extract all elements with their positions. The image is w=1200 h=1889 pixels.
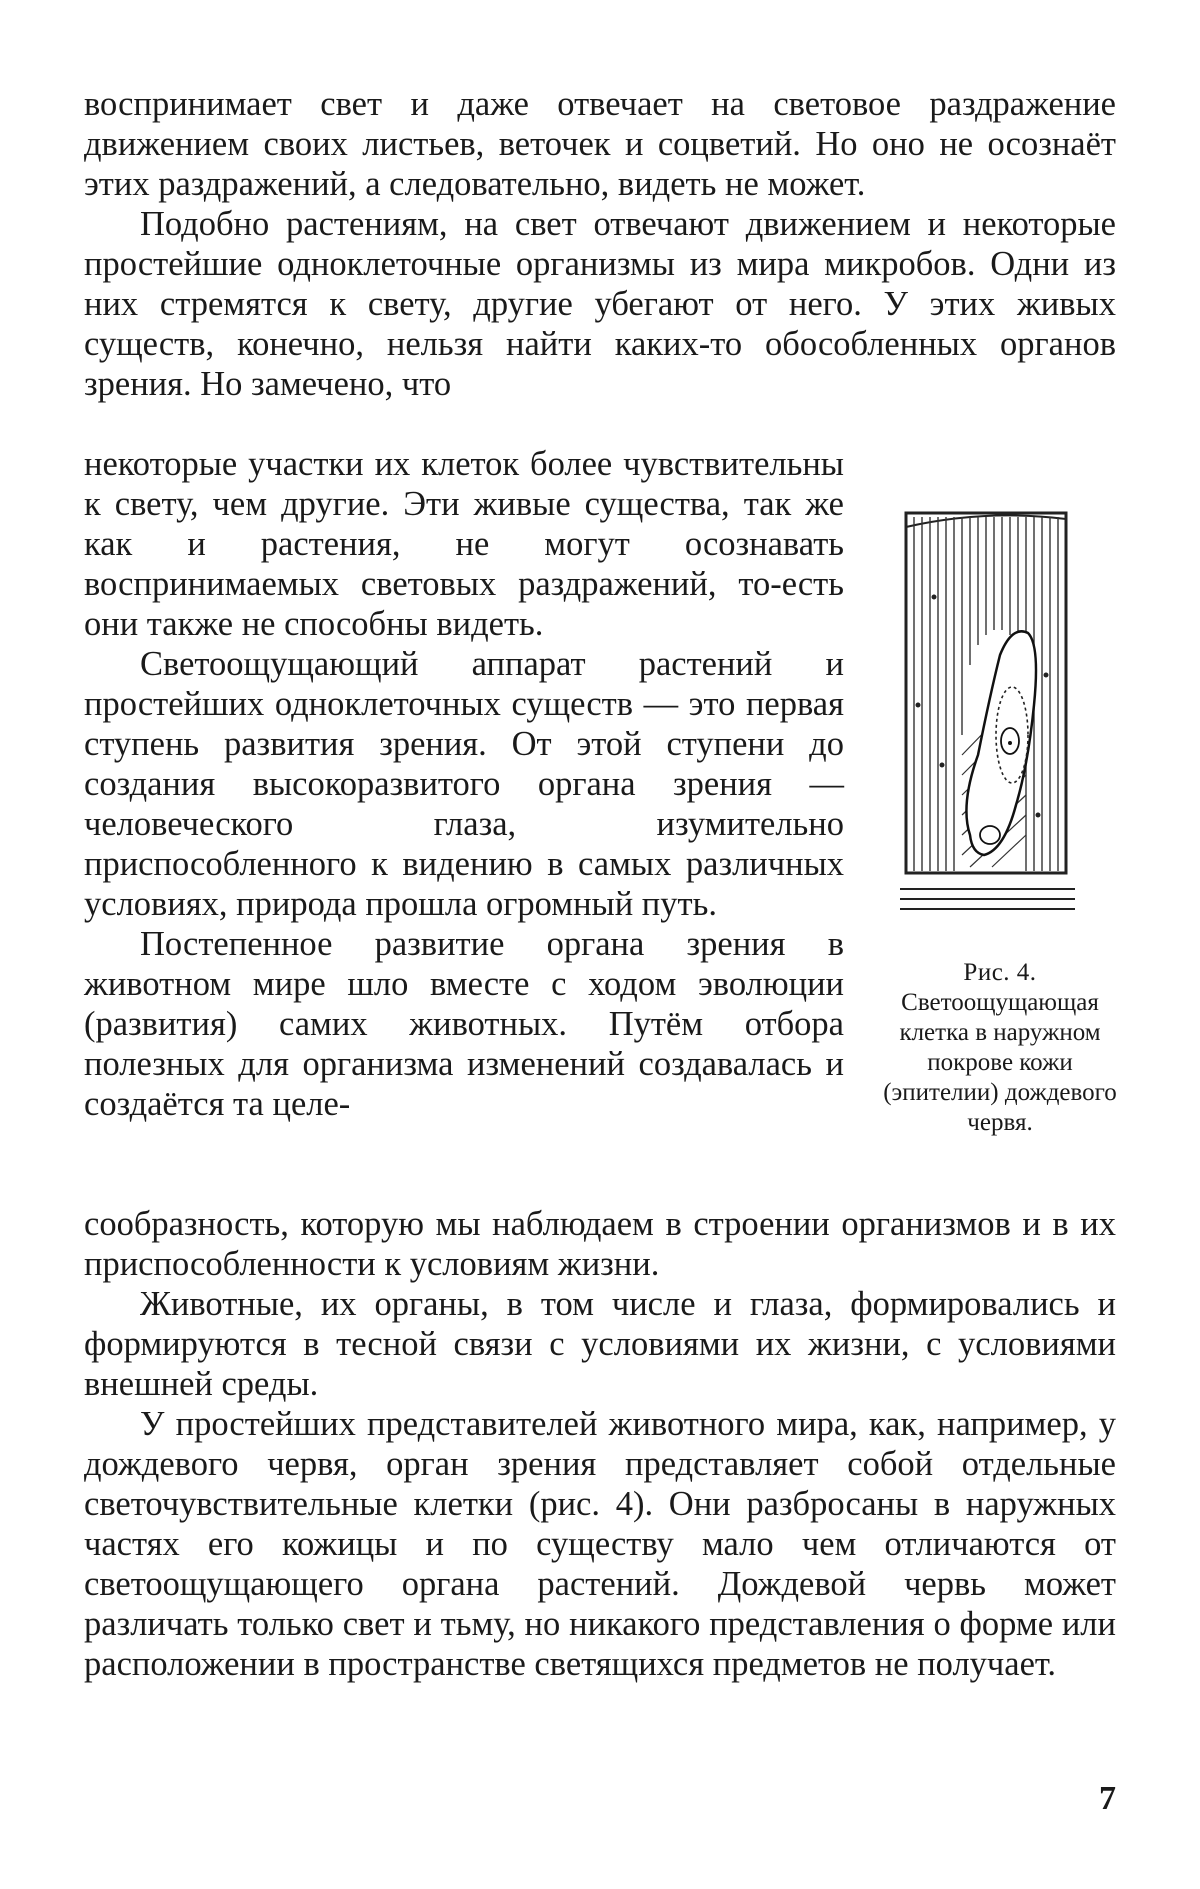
paragraph: Животные, их органы, в том числе и глаза, формировались и формируются в тесной связи с условиями их жизни, с условиями внешней среды. [84, 1285, 1116, 1403]
figure-number: Рис. 4. [963, 959, 1037, 986]
text-column-top [84, 84, 1116, 404]
paragraph: сообразность, которую мы наблюдаем в строении организмов и в их приспособленности к условиям жизни. [84, 1205, 1116, 1283]
cell-illustration [900, 505, 1075, 925]
paragraph: У простейших представителей животного мира, как, например, у дождевого червя, орган зрения представляет собой отдельные светочувствительные клетки (рис. 4). Они разбросаны в наружных частях его кожицы и по существу мало чем отличаются от светоощущающего органа растений. Дождевой червь может различать только свет и тьму, но никакого представления о форме или расположении в пространстве светящихся предметов не получает. [84, 1405, 1116, 1683]
figure-epithelium-cell [900, 505, 1075, 925]
text-column-bottom [84, 1204, 1116, 1684]
paragraph: Постепенное развитие органа зрения в животном мире шло вместе с ходом эволюции (развития) самих животных. Путём отбора полезных для организма изменений создавалась и создаётся та целе- [84, 925, 844, 1123]
page-number: 7 [1099, 1780, 1116, 1817]
paragraph: некоторые участки их клеток более чувствительны к свету, чем другие. Эти живые существа, так же как и растения, не могут осознавать воспринимаемых световых раздражений, то-есть они также не способны видеть. [84, 445, 844, 643]
paragraph: воспринимает свет и даже отвечает на световое раздражение движением своих листьев, веточек и соцветий. Но оно не осознаёт этих раздражений, а следовательно, видеть не может. [84, 85, 1116, 203]
paragraph: Светоощущающий аппарат растений и простейших одноклеточных существ — это первая ступень развития зрения. От этой ступени до создания высокоразвитого органа зрения — человеческого глаза, изумительно приспособленного к видению в самых различных условиях, природа прошла огромный путь. [84, 645, 844, 923]
figure-caption-text: Светоощущающая клетка в наружном покрове кожи (эпителии) дождевого червя. [883, 989, 1117, 1136]
text-column-wrapped [84, 444, 844, 1124]
figure-caption [875, 958, 1125, 1138]
paragraph: Подобно растениям, на свет отвечают движением и некоторые простейшие одноклеточные организмы из мира микробов. Одни из них стремятся к свету, другие убегают от него. У этих живых существ, конечно, нельзя найти каких-то обособленных органов зрения. Но замечено, что [84, 205, 1116, 403]
